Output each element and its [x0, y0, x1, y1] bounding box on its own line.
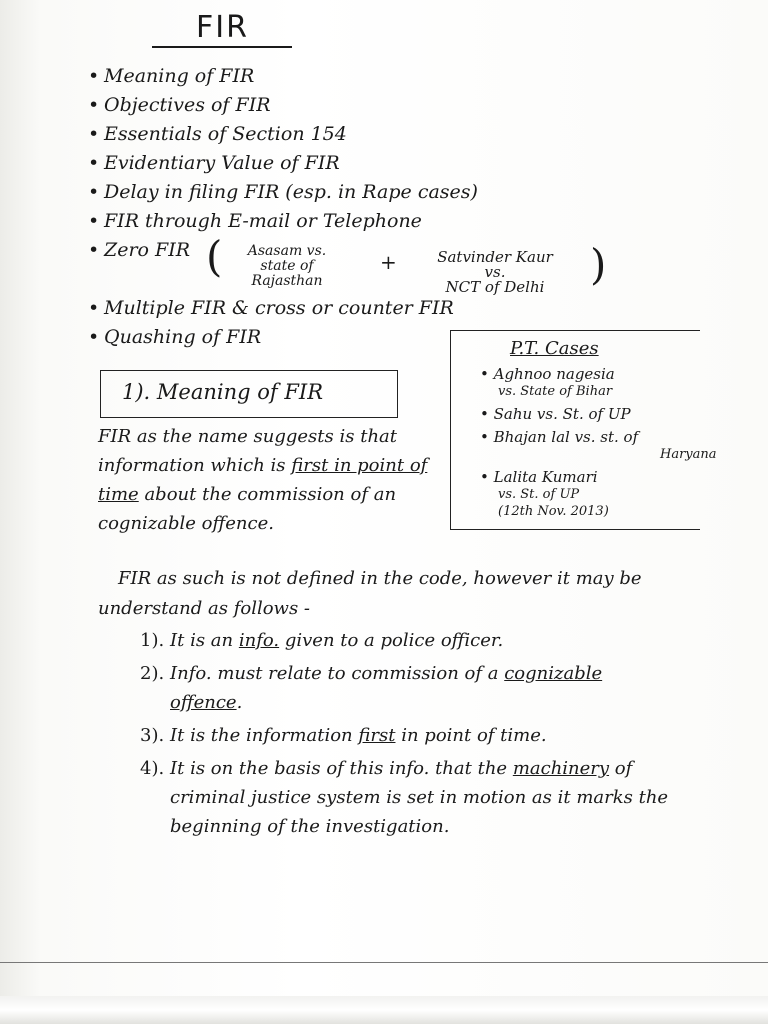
- point-item: 3). It is the information first in point of time.: [140, 725, 547, 746]
- pt-cases-title: P.T. Cases: [510, 338, 599, 359]
- points-list: [140, 626, 680, 845]
- topic-list: [88, 62, 478, 352]
- pt-case-item: • Sahu vs. St. of UP: [480, 405, 631, 423]
- point-item: 4). It is on the basis of this info. that the machinery of criminal justice system is set in motion as it marks the beginning of the investigation.: [140, 758, 669, 837]
- close-bracket: ): [590, 240, 607, 289]
- topic-item: • FIR through E-mail or Telephone: [88, 210, 422, 232]
- definition-paragraph: FIR as the name suggests is that information which is first in point of time about the commission of an cognizable offence.: [98, 426, 428, 534]
- topic-item: • Zero FIR: [88, 239, 191, 261]
- page-bottom-rule: [0, 962, 768, 963]
- plus-sign: +: [380, 250, 397, 274]
- pt-case-item: • Lalita Kumari vs. St. of UP (12th Nov. 2013): [480, 468, 609, 519]
- page-title: FIR: [196, 10, 249, 45]
- pt-case-item: • Aghnoo nagesia vs. State of Bihar: [480, 365, 615, 399]
- point-item: 1). It is an info. given to a police officer.: [140, 630, 504, 651]
- topic-item: • Meaning of FIR: [88, 65, 255, 87]
- section-heading: 1). Meaning of FIR: [122, 380, 324, 404]
- underlined-phrase: first in point of time: [98, 455, 428, 505]
- topic-item: • Multiple FIR & cross or counter FIR: [88, 297, 454, 319]
- title-underline: [152, 46, 292, 48]
- pt-case-item: • Bhajan lal vs. st. of Haryana: [480, 428, 717, 462]
- point-item: 2). Info. must relate to commission of a cognizable offence.: [140, 663, 603, 713]
- page-bottom-edge: [0, 996, 768, 1024]
- zero-fir-case-2: Satvinder Kaur vs. NCT of Delhi: [437, 248, 553, 296]
- pt-cases-list: [480, 366, 717, 526]
- topic-item: • Essentials of Section 154: [88, 123, 347, 145]
- topic-item: • Objectives of FIR: [88, 94, 271, 116]
- zero-fir-case-1: Asasam vs. state of Rajasthan: [247, 243, 327, 289]
- open-bracket: (: [206, 232, 223, 281]
- intro-paragraph: FIR as such is not defined in the code, however it may be understand as follows -: [98, 568, 642, 619]
- topic-item: • Quashing of FIR: [88, 326, 262, 348]
- topic-item: • Evidentiary Value of FIR: [88, 152, 340, 174]
- topic-item: • Delay in filing FIR (esp. in Rape cases): [88, 181, 478, 203]
